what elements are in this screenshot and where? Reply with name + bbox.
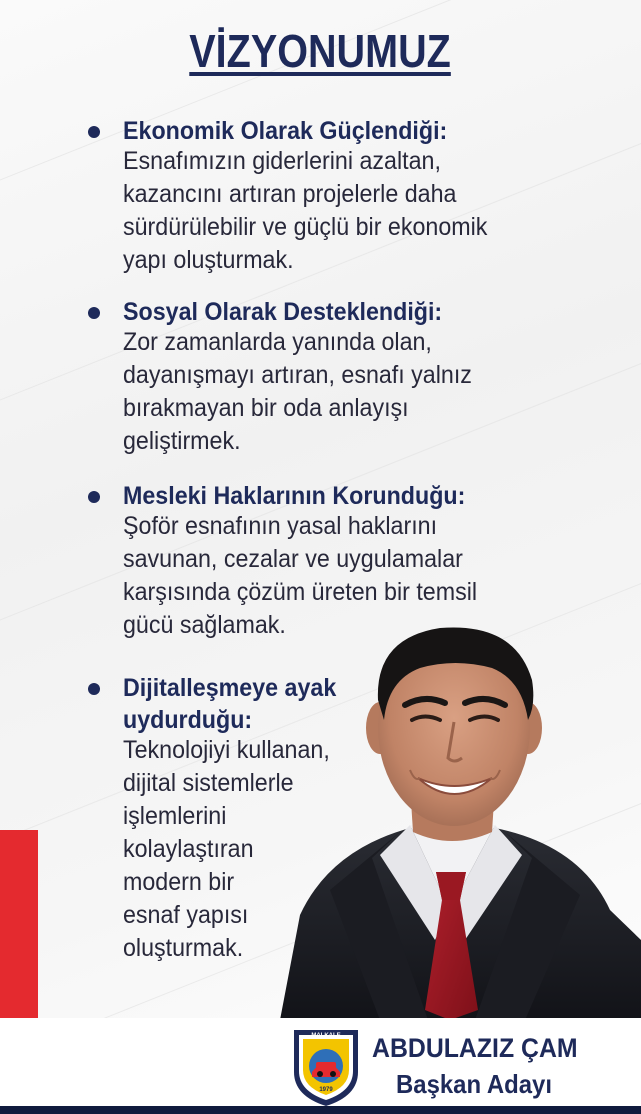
svg-text:MALKALE: MALKALE (311, 1033, 341, 1039)
vision-item-heading: Dijitalleşmeye ayak uydurduğu: (123, 674, 337, 734)
page-title-text: VİZYONUMUZ (189, 25, 452, 77)
page-title (0, 22, 641, 80)
bullet-icon (88, 491, 100, 503)
bullet-icon (88, 307, 100, 319)
red-accent-bar (0, 830, 38, 1020)
vision-item-text: Zor zamanlarda yanında olan, dayanışmayı artıran, esnafı yalnız bırakmayan bir oda anlayışı geliştirmek. (123, 328, 472, 455)
vision-item-text: Teknolojiyi kullanan, dijital sistemlerle işlemlerini kolaylaştıran modern bir esnaf yapısı oluşturmak. (123, 736, 330, 962)
candidate-name: ABDULAZIZ ÇAM (372, 1033, 578, 1063)
vision-item-heading: Sosyal Olarak Desteklendiği: (123, 298, 443, 326)
vision-item-heading: Ekonomik Olarak Güçlendiği: (123, 117, 448, 145)
bullet-icon (88, 683, 100, 695)
bullet-icon (88, 126, 100, 138)
candidate-role: Başkan Adayı (396, 1069, 552, 1099)
svg-text:1979: 1979 (319, 1087, 333, 1093)
vision-item-heading: Mesleki Haklarının Korunduğu: (123, 482, 466, 510)
vision-item-text: Esnafımızın giderlerini azaltan, kazancını artıran projelerle daha sürdürülebilir ve güçlü bir ekonomik yapı oluşturmak. (123, 147, 488, 274)
vision-item-text: Şoför esnafının yasal haklarını savunan, cezalar ve uygulamalar karşısında çözüm üreten bir temsil gücü sağlamak. (123, 512, 478, 639)
candidate-portrait (260, 610, 641, 1020)
chamber-emblem-logo (290, 1024, 362, 1108)
